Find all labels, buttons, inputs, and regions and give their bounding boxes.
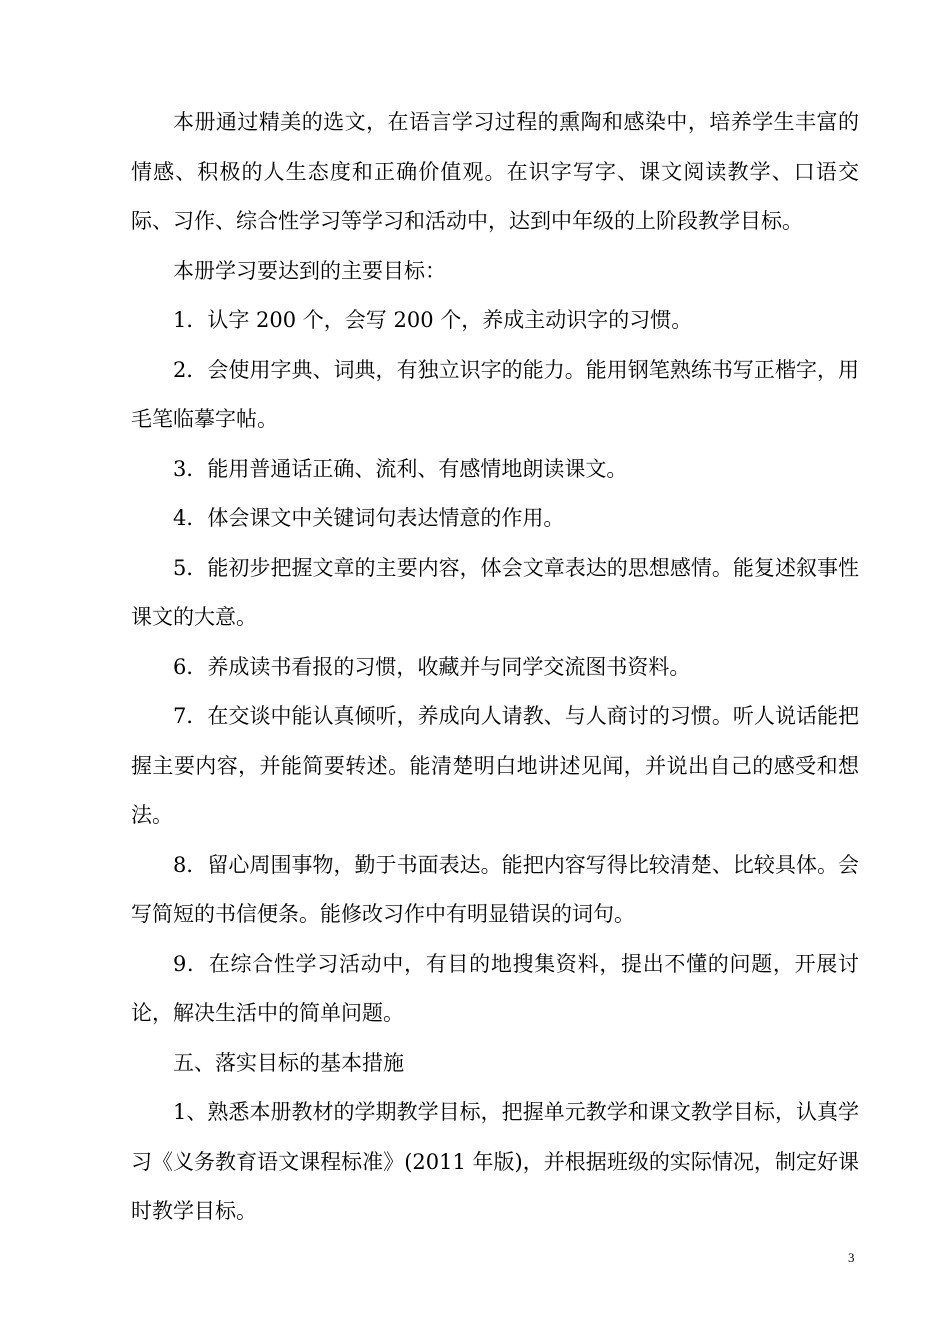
goal-item-8: 8．留心周围事物，勤于书面表达。能把内容写得比较清楚、比较具体。会写简短的书信便条。能修改习作中有明显错误的词句。 xyxy=(131,852,859,926)
goal-item-6: 6．养成读书看报的习惯，收藏并与同学交流图书资料。 xyxy=(173,654,691,679)
goal-item-2: 2．会使用字典、词典，有独立识字的能力。能用钢笔熟练书写正楷字，用毛笔临摹字帖。 xyxy=(131,357,859,431)
paragraph-goals-heading: 本册学习要达到的主要目标： xyxy=(173,258,446,283)
document-body xyxy=(131,98,859,1237)
goal-item-3: 3．能用普通话正确、流利、有感情地朗读课文。 xyxy=(173,456,628,481)
goal-item-5: 5．能初步把握文章的主要内容，体会文章表达的思想感情。能复述叙事性课文的大意。 xyxy=(131,555,859,629)
goal-item-7: 7．在交谈中能认真倾听，养成向人请教、与人商讨的习惯。听人说话能把握主要内容，并能简要转述。能清楚明白地讲述见闻，并说出自己的感受和想法。 xyxy=(131,704,859,827)
goal-item-9: 9．在综合性学习活动中，有目的地搜集资料，提出不懂的问题，开展讨论，解决生活中的简单问题。 xyxy=(131,951,859,1025)
goal-item-1: 1．认字 200 个，会写 200 个，养成主动识字的习惯。 xyxy=(173,308,693,332)
goal-item-4: 4．体会课文中关键词句表达情意的作用。 xyxy=(173,506,565,530)
page-number: 3 xyxy=(848,1250,855,1265)
paragraph-intro: 本册通过精美的选文，在语言学习过程的熏陶和感染中，培养学生丰富的情感、积极的人生态度和正确价值观。在识字写字、课文阅读教学、口语交际、习作、综合性学习等学习和活动中，达到中年级的上阶段教学目标。 xyxy=(131,110,859,233)
section-heading-measures: 五、落实目标的基本措施 xyxy=(173,1050,404,1075)
measure-item-1: 1、熟悉本册教材的学期教学目标，把握单元教学和课文教学目标，认真学习《义务教育语文课程标准》(2011 年版)，并根据班级的实际情况，制定好课时教学目标。 xyxy=(131,1100,859,1223)
